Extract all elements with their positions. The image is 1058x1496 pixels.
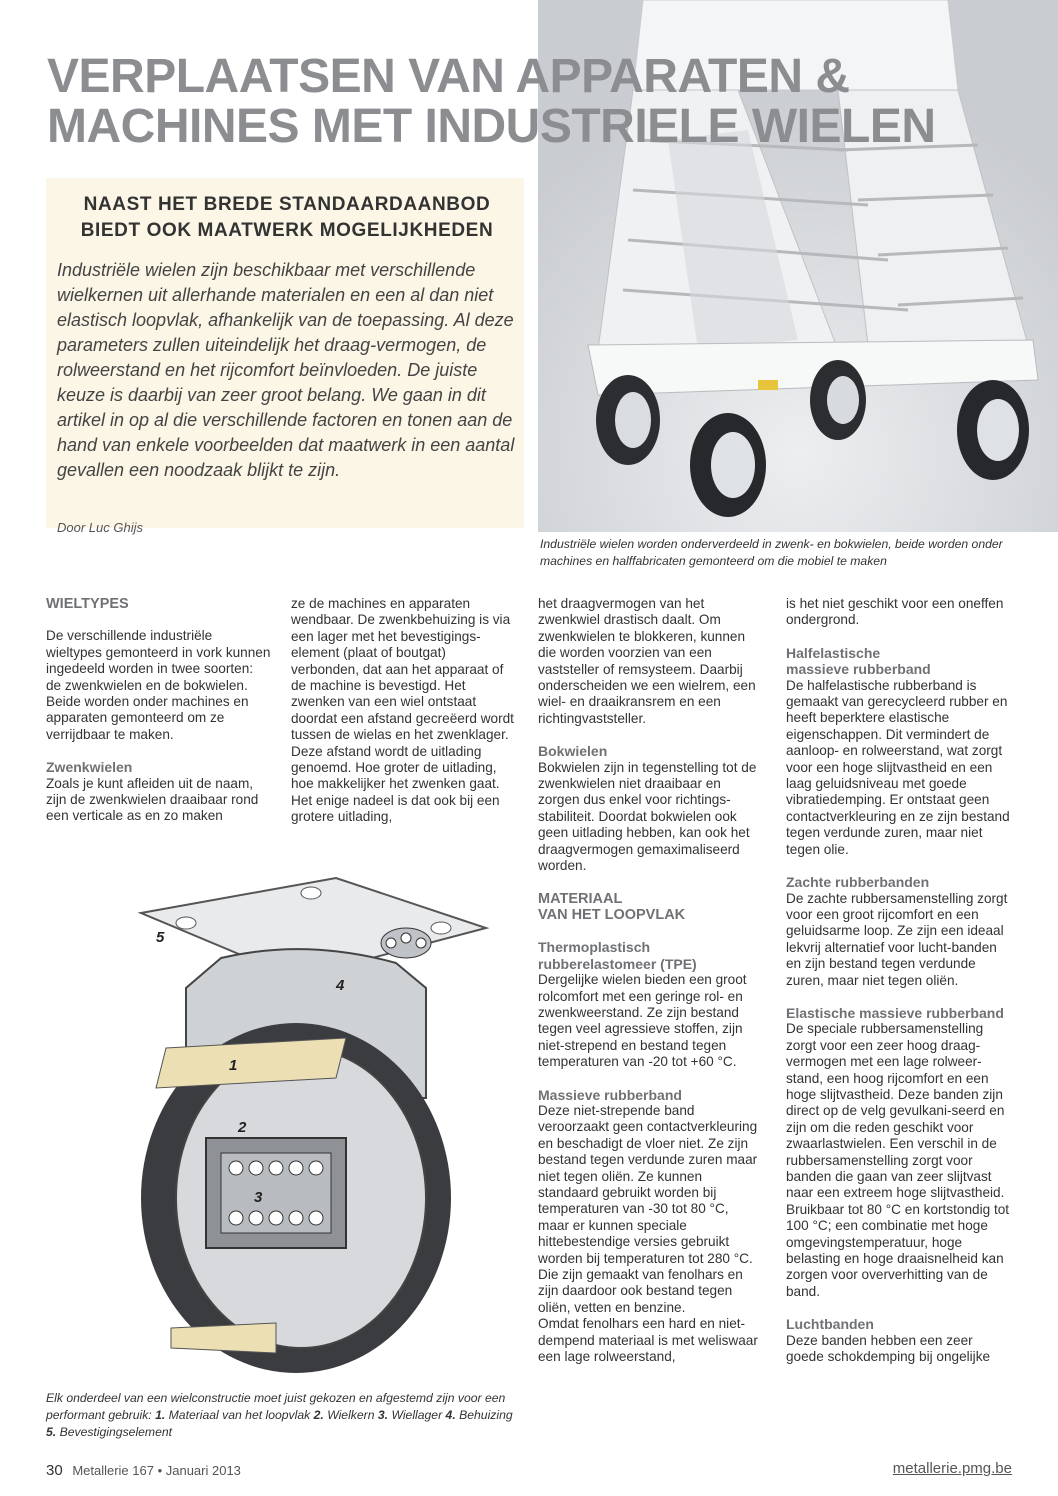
article-subhead <box>52 192 522 244</box>
heading-tpe-1: Thermoplastisch <box>538 939 651 956</box>
subhead-line-2: BIEDT OOK MAATWERK MOGELIJKHEDEN <box>80 220 494 241</box>
paragraph: Deze niet-strepende band veroorzaakt geen contactverkleuring en beschadigt de vloer niet. Ze zijn bestand tegen verdunde zuren maar niet tegen oliën. Ze kunnen standaard gebruikt worden bij temperaturen van -30 tot 80 °C, maar er kunnen speciale hittebestendige versies gebruikt worden bij temperaturen tot 280 °C. Die zijn gemaakt van fenolhars en zijn daardoor ook bestand tegen oliën, vetten en benzine. <box>538 1102 758 1315</box>
heading-tpe-2: rubberelastomeer (TPE) <box>538 955 697 972</box>
part-label-3: 3 <box>254 1189 263 1206</box>
footer-url-link[interactable]: metallerie.pmg.be <box>892 1460 1012 1477</box>
paragraph: is het niet geschikt voor een oneffen ondergrond. <box>786 596 1004 628</box>
paragraph: De speciale rubbersamenstelling zorgt voor een zeer hoog draag-vermogen met een lage rolweer-stand, een hoog rijcomfort en een hoge slijtvastheid. Deze banden zijn direct op de velg gevulkani-seerd en zijn om die reden geschikt voor zwaarlastwielen. Een verschil in de rubbersamenstelling zorgt voor banden die gaan van zeer slijtvast naar een extreem hoge slijtvastheid. Bruikbaar tot 80 °C en kortstondig tot 100 °C; een combinatie met hoge omgevingstemperatuur, hoge belasting en hoge draaisnelheid kan zorgen voor oververhitting van de band. <box>786 1021 1010 1299</box>
heading-elastische-rubberband: Elastische massieve rubberband <box>786 1004 1004 1021</box>
heading-materiaal-2: VAN HET LOOPVLAK <box>538 906 686 923</box>
part-num-2: 2. <box>313 1408 324 1422</box>
text-column-3 <box>538 596 763 1365</box>
photo-caption: Industriële wielen worden onderverdeeld in zwenk- en bokwielen, beide worden onder machines en halffabricaten gemonteerd om die mobiel te maken <box>540 537 1003 568</box>
part-label-2: 2 <box>238 1119 247 1136</box>
heading-zachte-rubberbanden: Zachte rubberbanden <box>786 874 930 891</box>
part-name-2: Wielkern <box>327 1408 375 1422</box>
part-label-5: 5 <box>156 929 165 946</box>
text-column-1 <box>46 596 271 825</box>
subhead-line-1: NAAST HET BREDE STANDAARDAANBOD <box>83 194 491 215</box>
paragraph: De halfelastische rubberband is gemaakt van gerecycleerd rubber en heeft beperktere elastische eigenschappen. Dit vermindert de aanloop- en rolweerstand, wat zorgt voor een hoge slijtvastheid en een laag geluidsniveau met goede vibratiedemping. Er ontstaat geen contactverkleuring en ze zijn bestand tegen verdunde zuren, maar niet tegen olie. <box>786 677 1010 857</box>
caption-intro: Elk onderdeel van een wielconstructie moet juist gekozen en afgestemd zijn voor een performant gebruik: <box>46 1391 506 1422</box>
diagram-caption <box>46 1390 516 1441</box>
part-num-3: 3. <box>377 1408 389 1422</box>
heading-luchtbanden: Luchtbanden <box>786 1316 874 1333</box>
heading-wieltypes: WIELTYPES <box>46 596 129 612</box>
part-name-4: Behuizing <box>459 1408 513 1422</box>
part-name-1: Materiaal van het loopvlak <box>168 1408 311 1422</box>
heading-halfelastisch-1: Halfelastische <box>786 644 881 661</box>
heading-bokwielen: Bokwielen <box>538 743 608 760</box>
part-name-3: Wiellager <box>391 1408 443 1422</box>
paragraph: Zoals je kunt afleiden uit de naam, zijn de zwenkwielen draaibaar rond een verticale as en zo maken <box>46 775 259 824</box>
page-number: 30 <box>46 1462 63 1479</box>
author-byline: Door Luc Ghijs <box>57 520 143 535</box>
part-num-4: 4. <box>445 1408 456 1422</box>
heading-materiaal-1: MATERIAAL <box>538 890 623 907</box>
part-label-4: 4 <box>336 977 345 994</box>
part-num-5: 5. <box>46 1425 57 1439</box>
part-name-5: Bevestigingselement <box>59 1425 173 1439</box>
paragraph: Omdat fenolhars een hard en niet-dempend materiaal is met weliswaar een lage rolweerstand, <box>538 1316 758 1365</box>
wheel-cutaway-diagram <box>46 868 516 1388</box>
caster-cutaway-illustration <box>46 868 516 1388</box>
article-title <box>47 52 947 152</box>
paragraph: het draagvermogen van het zwenkwiel drastisch daalt. Om zwenkwielen te blokkeren, kunnen die worden voorzien van een vaststeller of remsysteem. Daarbij onderscheiden we een wielrem, een wiel- en draaikransrem en een richtingvaststeller. <box>538 596 756 726</box>
part-num-1: 1. <box>155 1408 166 1422</box>
heading-massieve-rubberband: Massieve rubberband <box>538 1086 682 1103</box>
part-label-1: 1 <box>229 1057 238 1074</box>
footer-left <box>46 1462 241 1479</box>
paragraph: De verschillende industriële wieltypes gemonteerd in vork kunnen ingedeeld worden in twee soorten: de zwenkwielen en de bokwielen. Beide worden onder machines en apparaten gemonteerd om ze verrijdbaar te maken. <box>46 628 271 742</box>
text-column-2 <box>291 596 516 826</box>
title-line-1: VERPLAATSEN VAN APPARATEN & <box>47 50 850 103</box>
paragraph: Bokwielen zijn in tegenstelling tot de zwenkwielen niet draaibaar en zorgen dus enkel voor richtings-stabiliteit. Doordat bokwielen ook geen uitlading hebben, kan ook het draagvermogen gemaximaliseerd worden. <box>538 759 757 874</box>
paragraph: ze de machines en apparaten wendbaar. De zwenkbehuizing is via een lager met het bevestigings-element (plaat of boutgat) verbonden, dat aan het apparaat of de machine is bevestigd. Het zwenken van een wiel ontstaat doordat een afstand gecreëerd wordt tussen de wielas en het zwenklager. Deze afstand wordt de uitlading genoemd. Hoe groter de uitlading, hoe makkelijker het zwenken gaat. Het enige nadeel is dat ook bij een grotere uitlading, <box>291 596 514 825</box>
paragraph: De zachte rubbersamenstelling zorgt voor een groot rijcomfort en een geluidsarme loop. Ze zijn een ideaal lekvrij alternatief voor lucht-banden en zijn bestand tegen verdunde zuren, maar niet tegen oliën. <box>786 890 1008 988</box>
paragraph: Deze banden hebben een zeer goede schokdemping bij ongelijke <box>786 1332 991 1365</box>
title-line-2: MACHINES MET INDUSTRIELE WIELEN <box>47 100 936 153</box>
heading-zwenkwielen: Zwenkwielen <box>46 759 133 776</box>
text-column-4 <box>786 596 1011 1365</box>
lead-paragraph: Industriële wielen zijn beschikbaar met verschillende wielkernen uit allerhande materialen en een al dan niet elastisch loopvlak, afhankelijk van de toepassing. Al deze parameters zullen uiteindelijk het draag-vermogen, de rolweerstand en het rijcomfort beïnvloeden. De juiste keuze is daarbij van zeer groot belang. We gaan in dit artikel in op al die verschillende factoren en tonen aan de hand van enkele voorbeelden dat maatwerk in een aantal gevallen een noodzaak blijkt te zijn. <box>57 260 515 480</box>
heading-halfelastisch-2: massieve rubberband <box>786 661 931 678</box>
paragraph: Dergelijke wielen bieden een groot rolcomfort met een geringe rol- en zwenkweerstand. Ze zijn bestand tegen veel agressieve stoffen, zijn niet-strepend en bestand tegen temperaturen van -20 tot +60 °C. <box>538 972 747 1070</box>
issue-info: Metallerie 167 • Januari 2013 <box>72 1463 241 1478</box>
